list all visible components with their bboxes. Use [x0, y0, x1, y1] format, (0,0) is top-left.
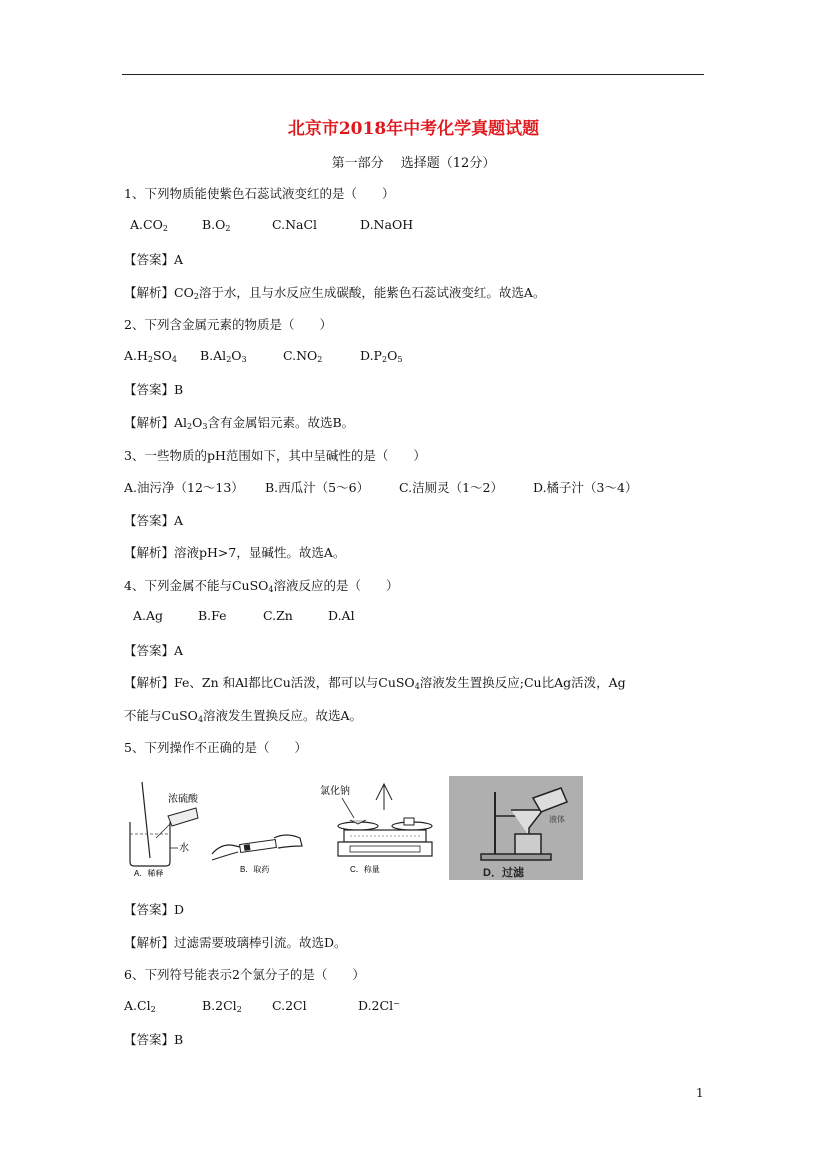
question-3-stem: 3、一些物质的pH范围如下，其中呈碱性的是（ ） — [124, 448, 426, 463]
option-b: $B.O_2$ — [202, 217, 231, 233]
label-water: 水 — [179, 843, 189, 854]
option-c: C.洁厕灵（1～2） — [399, 480, 503, 495]
figure-b-take-reagent — [210, 776, 306, 880]
question-4-stem: 4、下列金属不能与CuSO$_4$溶液反应的是（ ） — [124, 578, 399, 594]
question-2-stem: 2、下列含金属元素的物质是（ ） — [124, 317, 332, 332]
question-5-answer: 【答案】D — [124, 902, 185, 917]
page-number: 1 — [696, 1086, 704, 1100]
option-d: D.橘子汁（3～4） — [533, 480, 638, 495]
option-d: D.Al — [328, 608, 355, 623]
label-conc-acid: 浓硫酸 — [168, 794, 198, 805]
option-c: C.NaCl — [272, 217, 318, 232]
option-d: $D.P_2O_5$ — [360, 348, 403, 364]
question-5-figures — [124, 776, 584, 880]
option-b: B.Fe — [198, 608, 227, 623]
question-4-options — [133, 608, 355, 623]
question-1-analysis: 【解析】$CO_2$溶于水，且与水反应生成碳酸，能紫色石蕊试液变红。故选A。 — [124, 285, 546, 301]
option-a: $A.CO_2$ — [130, 217, 168, 233]
label-c: C．称量 — [350, 865, 380, 874]
label-nacl: 氯化钠 — [320, 786, 350, 797]
option-c: C.Zn — [263, 608, 293, 623]
option-b: $B.2Cl_2$ — [202, 998, 242, 1014]
question-3-answer: 【答案】A — [124, 513, 184, 528]
option-d: D.2Cl− — [358, 998, 400, 1013]
option-a: A.Ag — [133, 608, 164, 623]
figure-d-filtration — [449, 776, 583, 880]
question-2-options — [124, 348, 402, 364]
question-6-answer: 【答案】B — [124, 1032, 184, 1047]
option-d: D.NaOH — [360, 217, 414, 232]
option-c: C.2Cl — [272, 998, 307, 1013]
section-heading: 第一部分 选择题（12分） — [331, 156, 496, 171]
question-5-analysis: 【解析】过滤需要玻璃棒引流。故选D。 — [124, 935, 347, 950]
option-c: $C.NO_2$ — [283, 348, 323, 364]
label-a: A．稀释 — [134, 869, 164, 878]
header-rule — [122, 74, 704, 75]
option-b: B.西瓜汁（5～6） — [265, 480, 370, 495]
question-5-stem: 5、下列操作不正确的是（ ） — [124, 740, 307, 755]
question-1-answer: 【答案】A — [124, 252, 184, 267]
page-title: 北京市2018年中考化学真题试题 — [287, 119, 540, 139]
question-6-options — [124, 998, 400, 1014]
figure-a-dilution — [126, 776, 208, 880]
question-6-stem: 6、下列符号能表示2个氯分子的是（ ） — [124, 967, 365, 982]
question-1-stem: 1、下列物质能使紫色石蕊试液变红的是（ ） — [124, 186, 395, 201]
option-a: A.油污净（12～13） — [124, 480, 244, 495]
option-b: $B.Al_2O_3$ — [200, 348, 247, 364]
question-3-options — [124, 478, 637, 496]
question-4-analysis: 【解析】Fe、Zn 和Al都比Cu活泼，都可以与CuSO$_4$溶液发生置换反应;Cu比Ag活泼，Ag — [124, 675, 626, 691]
question-3-analysis: 【解析】溶液pH>7，显碱性。故选A。 — [124, 545, 346, 560]
question-2-answer: 【答案】B — [124, 382, 184, 397]
label-b: B．取药 — [240, 865, 270, 874]
question-4-analysis-cont: 不能与CuSO$_4$溶液发生置换反应。故选A。 — [124, 708, 363, 724]
question-1-options — [130, 217, 413, 233]
option-a: $A.H_2SO_4$ — [124, 348, 177, 364]
figure-c-weighing — [320, 776, 444, 880]
question-4-answer: 【答案】A — [124, 643, 184, 658]
question-2-analysis: 【解析】$Al_2O_3$含有金属铝元素。故选B。 — [124, 415, 355, 431]
option-a: $A.Cl_2$ — [124, 998, 156, 1014]
svg-text:液体: 液体 — [549, 815, 565, 824]
label-d: D．过滤 — [483, 867, 524, 879]
